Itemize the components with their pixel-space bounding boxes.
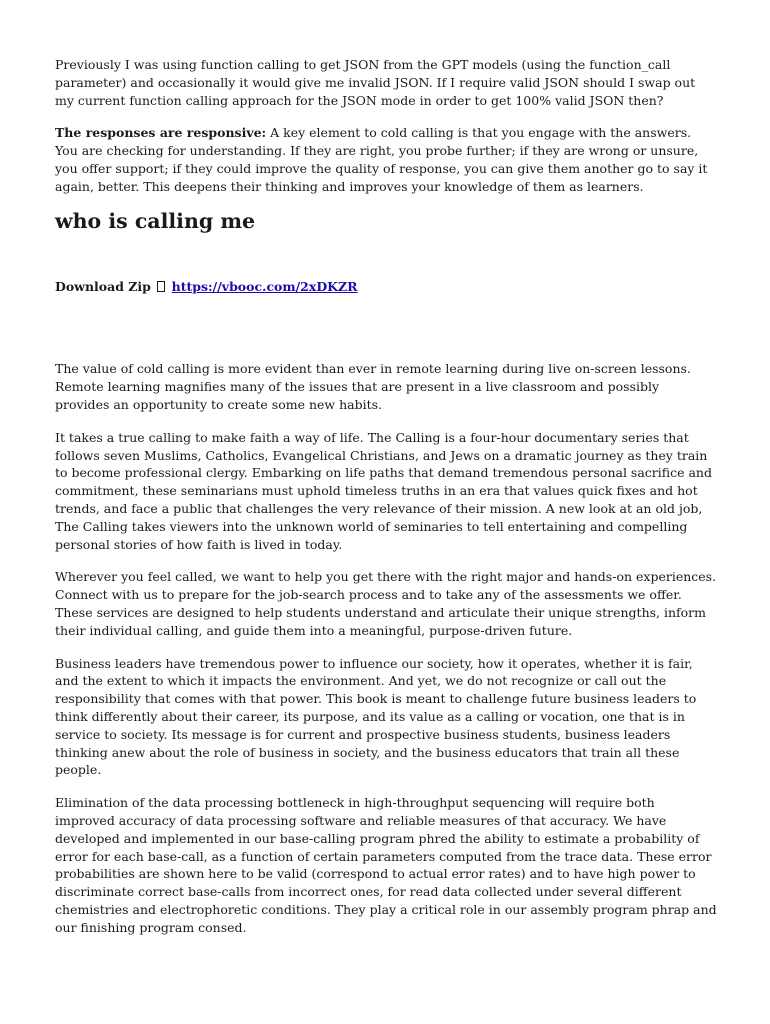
download-line [55, 278, 717, 296]
download-link[interactable]: https://vbooc.com/2xDKZR [171, 278, 358, 294]
paragraph-function-calling: Previously I was using function calling to get JSON from the GPT models (using the function_call parameter) and occasionally it would give me invalid JSON. If I require valid JSON should I swap out my current function calling approach for the JSON mode in order to get 100% valid JSON then? [55, 57, 696, 108]
document-body [55, 56, 717, 936]
paragraph-wherever-called: Wherever you feel called, we want to help you get there with the right major and hands-on experiences. Connect with us to prepare for the job-search process and to take any of the assessments we offer. These services are designed to help students understand and articulate their unique strengths, inform their individual calling, and guide them into a meaningful, purpose-driven future. [55, 569, 717, 638]
paragraph-remote-learning: The value of cold calling is more evident than ever in remote learning during live on-screen lessons. Remote learning magnifies many of the issues that are present in a live classroom and possibly provides an opportunity to create some new habits. [55, 361, 691, 412]
page-heading: who is calling me [55, 208, 256, 233]
download-label: Download Zip [55, 278, 151, 294]
missing-glyph-icon [157, 281, 165, 292]
paragraph-data-processing: Elimination of the data processing bottleneck in high-throughput sequencing will require both improved accuracy of data processing software and reliable measures of that accuracy. We have developed and implemented in our base-calling program phred the ability to estimate a probability of error for each base-call, as a function of certain parameters computed from the trace data. These error probabilities are shown here to be valid (correspond to actual error rates) and to have high power to discriminate correct base-calls from incorrect ones, for read data collected under several different chemistries and electrophoretic conditions. They play a critical role in our assembly program phrap and our finishing program consed. [55, 795, 717, 935]
paragraph-responses-lead: The responses are responsive: [55, 125, 267, 141]
paragraph-business-leaders: Business leaders have tremendous power to influence our society, how it operates, whether it is fair, and the extent to which it impacts the environment. And yet, we do not recognize or call out the responsibility that comes with that power. This book is meant to challenge future business leaders to think differently about their career, its purpose, and its value as a calling or vocation, one that is in service to society. Its message is for current and prospective business students, business leaders thinking anew about the role of business in society, and the business educators that train all these people. [55, 655, 697, 778]
paragraph-responses-text: A key element to cold calling is that you engage with the answers. You are checking for understanding. If they are right, you probe further; if they are wrong or unsure, you offer support; if they could improve the quality of response, you can give them another go to say it again, better. This deepens their thinking and improves your knowledge of them as learners. [55, 125, 708, 194]
paragraph-the-calling: It takes a true calling to make faith a way of life. The Calling is a four-hour documentary series that follows seven Muslims, Catholics, Evangelical Christians, and Jews on a dramatic journey as they train to become professional clergy. Embarking on life paths that demand tremendous personal sacrifice and commitment, these seminarians must uphold timeless truths in an era that values quick fixes and hot trends, and face a public that challenges the very relevance of their mission. A new look at an old job, The Calling takes viewers into the unknown world of seminaries to tell entertaining and compelling personal stories of how faith is lived in today. [55, 429, 712, 552]
paragraph-responses [55, 124, 717, 195]
